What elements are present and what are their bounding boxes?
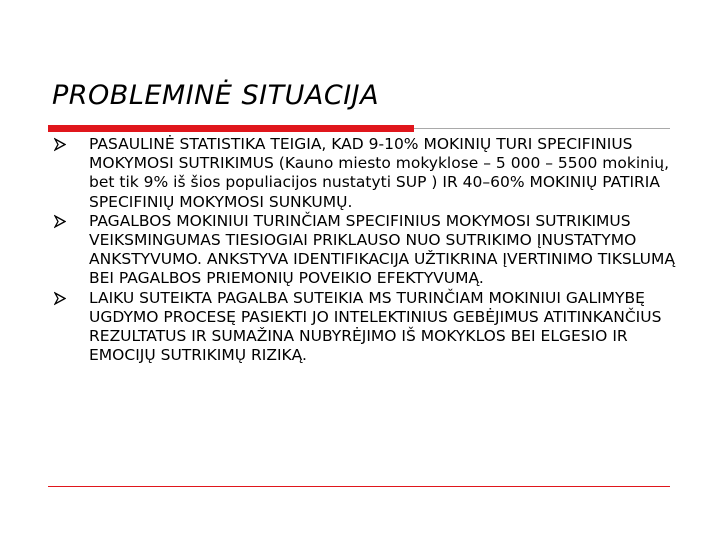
slide-title: PROBLEMINĖ SITUACIJA: [52, 80, 380, 111]
title-accent-bar: [48, 125, 414, 132]
bullet-item: [52, 212, 682, 289]
bullet-item: [52, 289, 682, 366]
bullet-text: LAIKU SUTEIKTA PAGALBA SUTEIKIA MS TURINČIAM MOKINIUI GALIMYBĘ UGDYMO PROCESĘ PASIEKTI JO INTELEKTINIUS GEBĖJIMUS ATITINKANČIUS REZULTATUS IR SUMAŽINA NUBYRĖJIMO IŠ MOKYKLOS BEI ELGESIO IR EMOCIJŲ SUTRIKIMŲ RIZIKĄ.: [89, 288, 662, 365]
bullet-text: PASAULINĖ STATISTIKA TEIGIA, KAD 9-10% MOKINIŲ TURI SPECIFINIUS MOKYMOSI SUTRIKIMUS (Kauno miesto mokyklose – 5 000 – 5500 mokinių, bet tik 9% iš šios populiacijos nustatyti SUP ) IR 40–60% MOKINIŲ PATIRIA SPECIFINIŲ MOKYMOSI SUNKUMŲ.: [89, 135, 670, 211]
arrow-bullet-icon: [54, 212, 66, 231]
arrow-bullet-icon: [54, 135, 66, 154]
bullet-text: PAGALBOS MOKINIUI TURINČIAM SPECIFINIUS MOKYMOSI SUTRIKIMUS VEIKSMINGUMAS TIESIOGIAI PRIKLAUSO NUO SUTRIKIMO ĮNUSTATYMO ANKSTYVUMO. ANKSTYVA IDENTIFIKACIJA UŽTIKRINA ĮVERTINIMO TIKSLUMĄ BEI PAGALBOS PRIEMONIŲ POVEIKIO EFEKTYVUMĄ.: [89, 211, 675, 288]
arrow-bullet-icon: [54, 289, 66, 308]
bullet-item: [52, 135, 682, 212]
bullet-list: [52, 135, 682, 365]
footer-rule: [48, 486, 670, 487]
